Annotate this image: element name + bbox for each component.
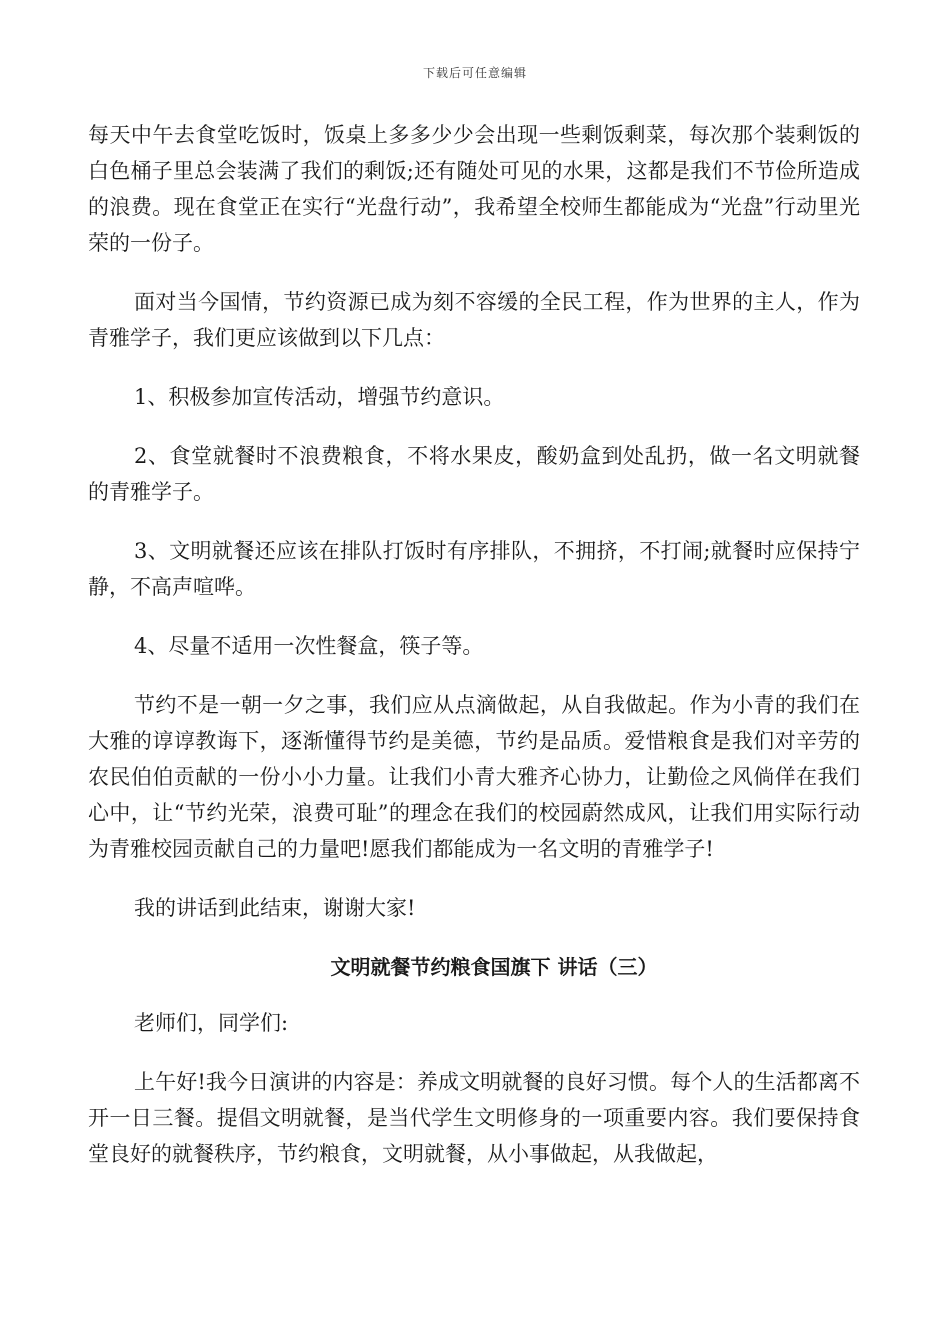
paragraph-1: 每天中午去食堂吃饭时，饭桌上多多少少会出现一些剩饭剩菜，每次那个装剩饭的白色桶子里总会装满了我们的剩饭;还有随处可见的水果，这都是我们不节俭所造成的浪费。现在食堂正在实行“光盘行动”，我希望全校师生都能成为“光盘”行动里光荣的一份子。 bbox=[88, 123, 860, 255]
paragraph-2: 面对当今国情，节约资源已成为刻不容缓的全民工程，作为世界的主人，作为青雅学子，我们更应该做到以下几点： bbox=[88, 290, 860, 350]
section-heading: 文明就餐节约粮食国旗下 讲话（三） bbox=[330, 955, 658, 979]
paragraph-closing: 我的讲话到此结束，谢谢大家! bbox=[134, 896, 416, 920]
list-item-3: 3、文明就餐还应该在排队打饭时有序排队，不拥挤，不打闹;就餐时应保持宁静，不高声喧哗。 bbox=[88, 539, 860, 599]
document-body bbox=[88, 117, 860, 1195]
page-header: 下载后可任意编辑 bbox=[422, 66, 527, 80]
paragraph-speech-intro: 上午好!我今日演讲的内容是：养成文明就餐的良好习惯。每个人的生活都离不开一日三餐。提倡文明就餐，是当代学生文明修身的一项重要内容。我们要保持食堂良好的就餐秩序，节约粮食，文明就餐，从小事做起，从我做起， bbox=[88, 1070, 860, 1166]
greeting: 老师们，同学们: bbox=[134, 1011, 289, 1035]
list-item-4: 4、尽量不适用一次性餐盒，筷子等。 bbox=[134, 634, 484, 658]
paragraph-conclusion: 节约不是一朝一夕之事，我们应从点滴做起，从自我做起。作为小青的我们在大雅的谆谆教诲下，逐渐懂得节约是美德，节约是品质。爱惜粮食是我们对辛劳的农民伯伯贡献的一份小小力量。让我们小青大雅齐心协力，让勤俭之风倘佯在我们心中，让“节约光荣，浪费可耻”的理念在我们的校园蔚然成风，让我们用实际行动为青雅校园贡献自己的力量吧!愿我们都能成为一名文明的青雅学子! bbox=[88, 693, 860, 861]
list-item-2: 2、食堂就餐时不浪费粮食，不将水果皮，酸奶盒到处乱扔，做一名文明就餐的青雅学子。 bbox=[88, 444, 860, 504]
list-item-1: 1、积极参加宣传活动，增强节约意识。 bbox=[134, 385, 505, 409]
